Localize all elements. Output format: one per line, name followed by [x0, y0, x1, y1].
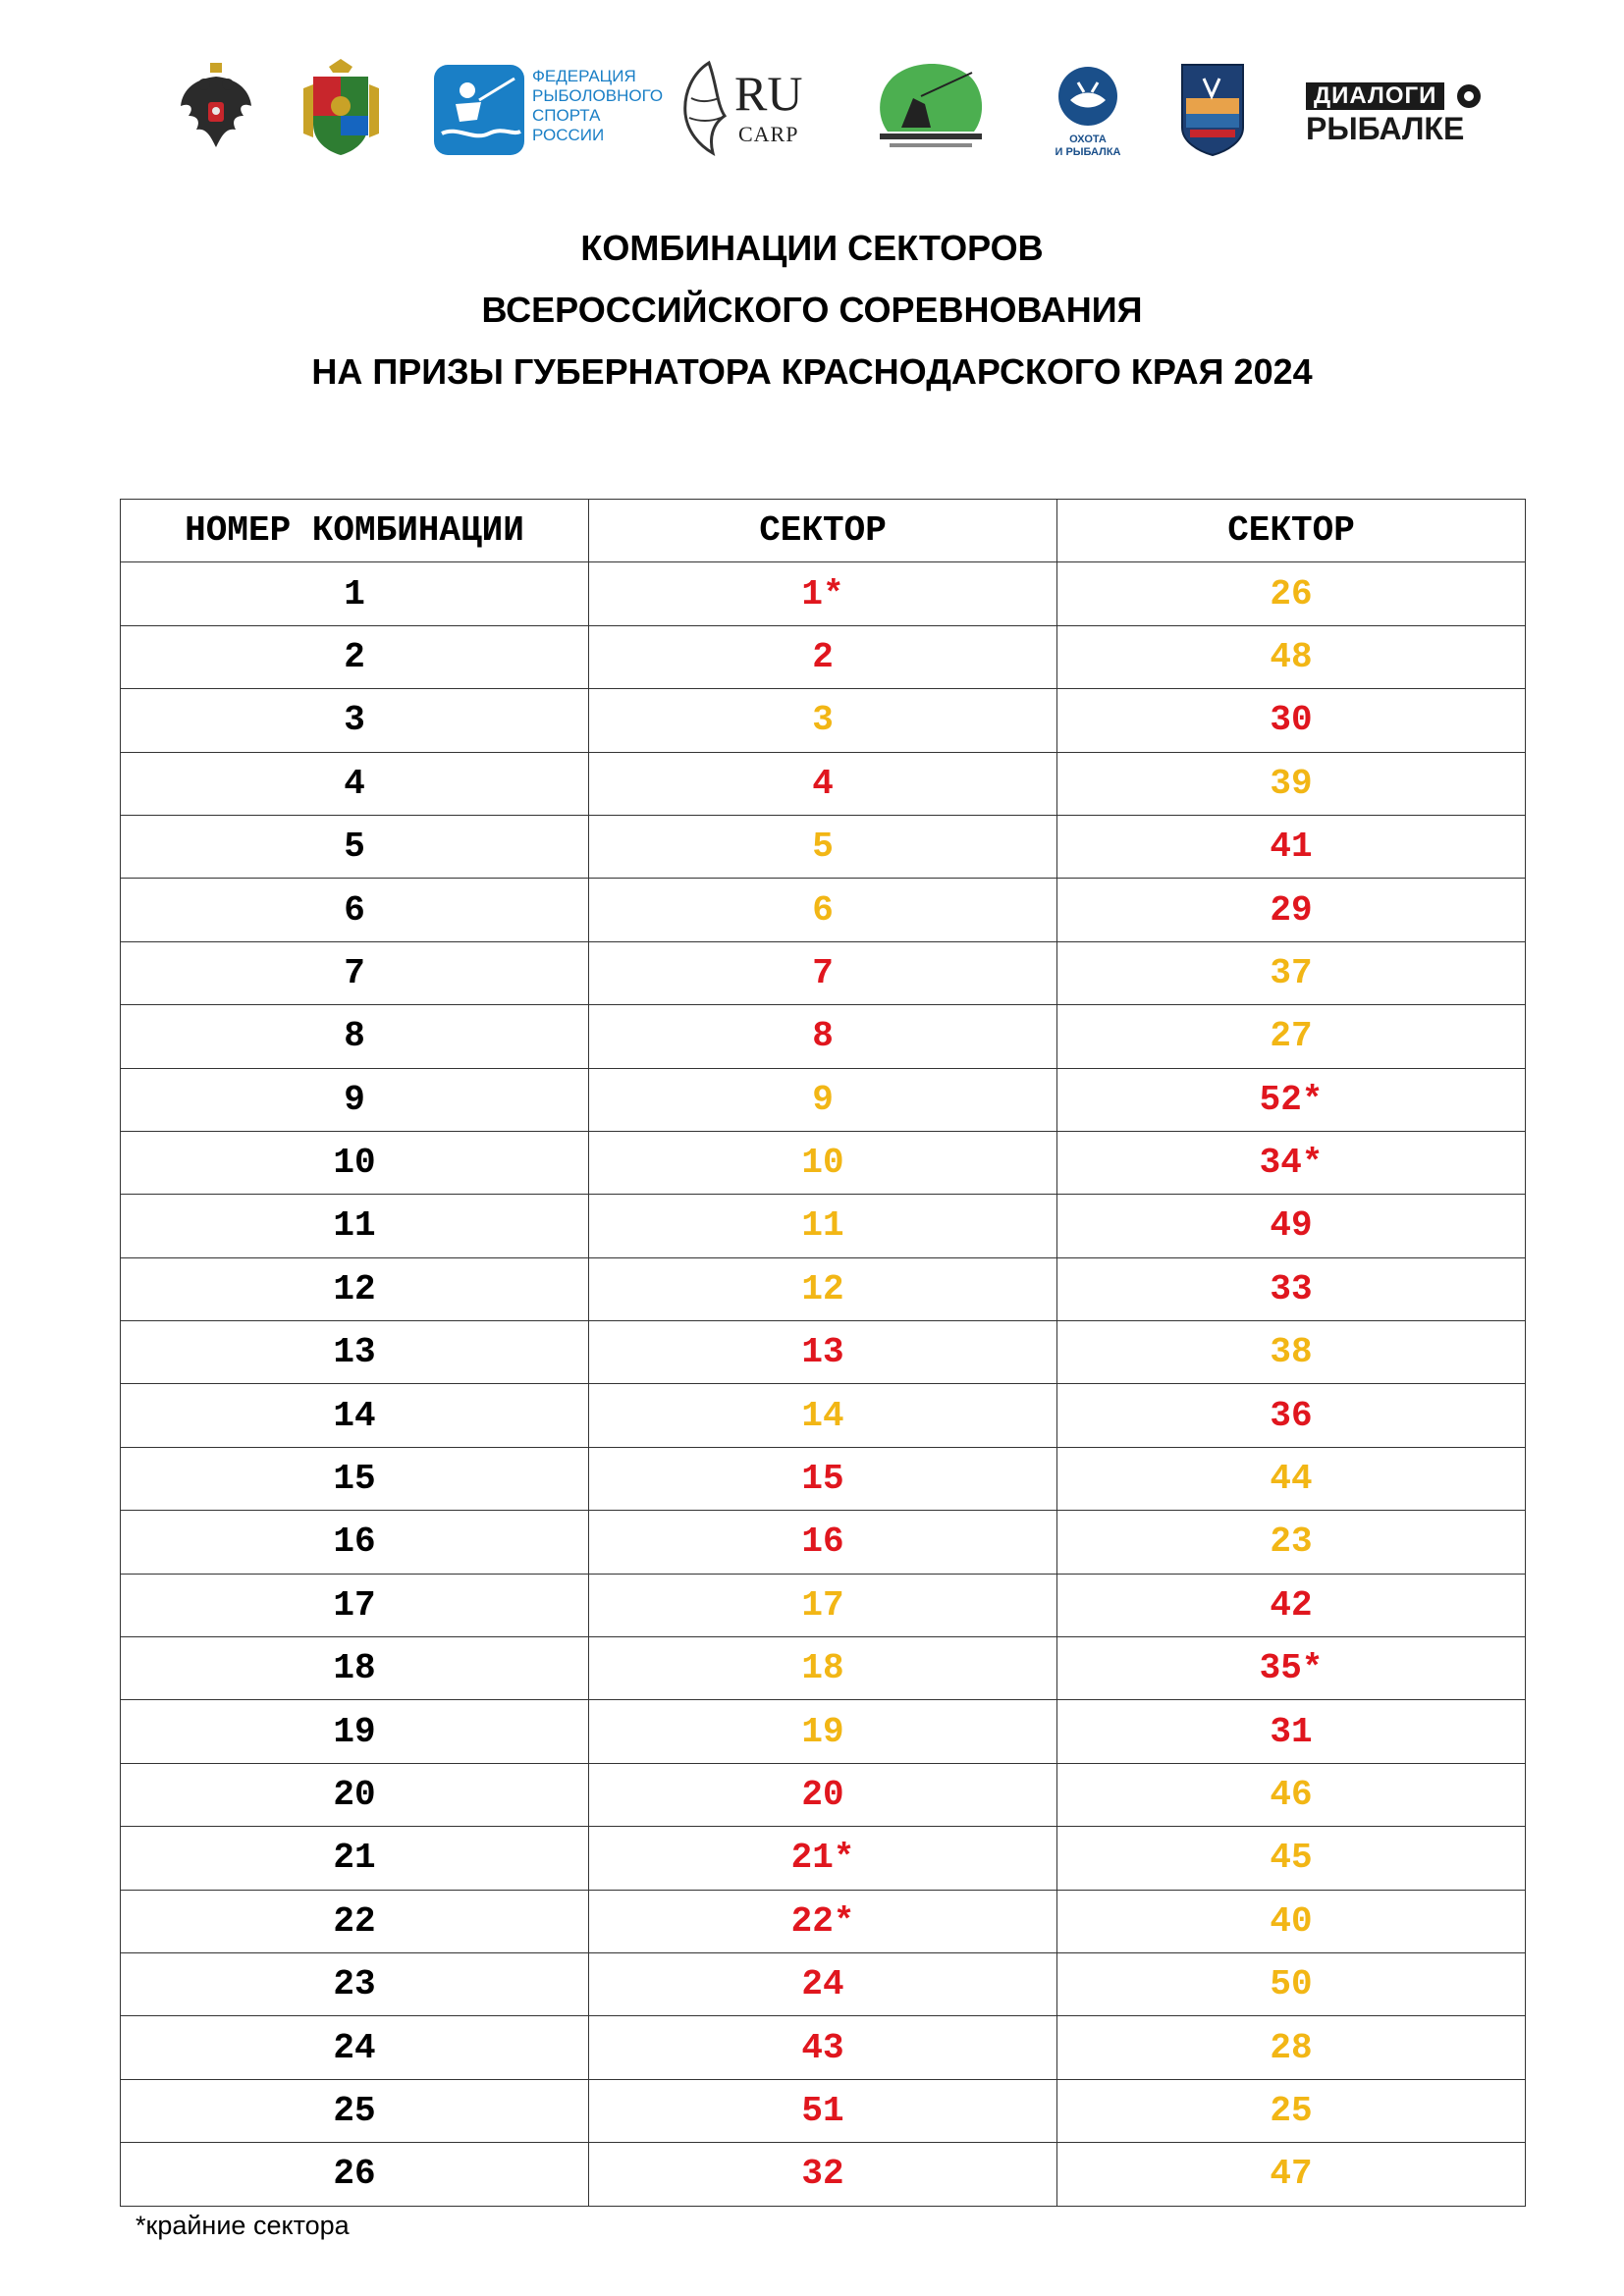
table-row: [121, 1952, 1526, 2015]
sector-b-cell: 26: [1057, 562, 1526, 625]
fishing-federation-logo: [434, 59, 664, 167]
sector-a-cell: 1*: [589, 562, 1057, 625]
sector-a-cell: 21*: [589, 1827, 1057, 1890]
sector-a-cell: 2: [589, 625, 1057, 688]
title-line-1: КОМБИНАЦИИ СЕКТОРОВ: [580, 228, 1044, 268]
combination-number-cell: 10: [121, 1131, 589, 1194]
sector-b-cell: 42: [1057, 1574, 1526, 1636]
sector-a-cell: 22*: [589, 1890, 1057, 1952]
combination-number-cell: 4: [121, 752, 589, 815]
table-header-row: [121, 500, 1526, 562]
sector-b-cell: 33: [1057, 1257, 1526, 1320]
table-row: [121, 562, 1526, 625]
combination-number-cell: 9: [121, 1068, 589, 1131]
sector-a-cell: 51: [589, 2079, 1057, 2142]
table-row: [121, 1131, 1526, 1194]
sponsor-logos: [167, 59, 1502, 167]
sector-b-cell: 49: [1057, 1195, 1526, 1257]
sector-b-cell: 47: [1057, 2143, 1526, 2206]
sector-a-cell: 32: [589, 2143, 1057, 2206]
sector-a-cell: 15: [589, 1447, 1057, 1510]
table-row: [121, 1637, 1526, 1700]
combination-number-cell: 21: [121, 1827, 589, 1890]
sector-b-cell: 52*: [1057, 1068, 1526, 1131]
footnote: *крайние сектора: [135, 2211, 350, 2240]
table-row: [121, 941, 1526, 1004]
sector-b-cell: 31: [1057, 1700, 1526, 1763]
regional-federation-logo: [862, 59, 1000, 167]
sector-b-cell: 27: [1057, 1005, 1526, 1068]
table-row: [121, 1195, 1526, 1257]
combination-number-cell: 15: [121, 1447, 589, 1510]
table-row: [121, 689, 1526, 752]
sector-a-cell: 7: [589, 941, 1057, 1004]
combination-number-cell: 25: [121, 2079, 589, 2142]
sector-b-cell: 23: [1057, 1511, 1526, 1574]
sector-b-cell: 38: [1057, 1321, 1526, 1384]
combination-number-cell: 6: [121, 879, 589, 941]
combination-number-cell: 3: [121, 689, 589, 752]
coat-of-arms-krasnodar-icon: [299, 59, 383, 167]
table-row: [121, 1068, 1526, 1131]
federation-text-line: СПОРТА: [532, 106, 601, 125]
combination-number-cell: 18: [121, 1637, 589, 1700]
table-row: [121, 815, 1526, 878]
fishing-bobber-icon: [1455, 82, 1483, 110]
sector-a-cell: 4: [589, 752, 1057, 815]
sector-b-cell: 45: [1057, 1827, 1526, 1890]
sector-b-cell: 40: [1057, 1890, 1526, 1952]
combination-number-cell: 24: [121, 2016, 589, 2079]
sector-b-cell: 46: [1057, 1763, 1526, 1826]
header-combination-number: НОМЕР КОМБИНАЦИИ: [121, 500, 589, 562]
hunting-fishing-logo: [1049, 59, 1127, 167]
sector-b-cell: 36: [1057, 1384, 1526, 1447]
table-row: [121, 879, 1526, 941]
sector-a-cell: 16: [589, 1511, 1057, 1574]
combination-number-cell: 26: [121, 2143, 589, 2206]
table-row: [121, 1763, 1526, 1826]
sector-b-cell: 34*: [1057, 1131, 1526, 1194]
sector-b-cell: 41: [1057, 815, 1526, 878]
table-row: [121, 1321, 1526, 1384]
sector-b-cell: 50: [1057, 1952, 1526, 2015]
combination-number-cell: 16: [121, 1511, 589, 1574]
combination-number-cell: 12: [121, 1257, 589, 1320]
sector-a-cell: 13: [589, 1321, 1057, 1384]
sector-b-cell: 29: [1057, 879, 1526, 941]
shield-badge-logo: [1178, 59, 1247, 167]
sector-a-cell: 18: [589, 1637, 1057, 1700]
sector-a-cell: 43: [589, 2016, 1057, 2079]
combination-number-cell: 11: [121, 1195, 589, 1257]
combination-number-cell: 22: [121, 1890, 589, 1952]
dialogi-top-text: ДИАЛОГИ: [1306, 82, 1444, 110]
table-row: [121, 1447, 1526, 1510]
sector-b-cell: 25: [1057, 2079, 1526, 2142]
rucarp-subtitle: CARP: [738, 122, 799, 146]
sector-b-cell: 35*: [1057, 1637, 1526, 1700]
combination-number-cell: 8: [121, 1005, 589, 1068]
table-row: [121, 1511, 1526, 1574]
sector-a-cell: 6: [589, 879, 1057, 941]
table-row: [121, 1005, 1526, 1068]
sector-a-cell: 11: [589, 1195, 1057, 1257]
combination-number-cell: 19: [121, 1700, 589, 1763]
sector-a-cell: 9: [589, 1068, 1057, 1131]
sector-a-cell: 17: [589, 1574, 1057, 1636]
sector-b-cell: 39: [1057, 752, 1526, 815]
sector-a-cell: 10: [589, 1131, 1057, 1194]
table-row: [121, 1574, 1526, 1636]
sector-b-cell: 28: [1057, 2016, 1526, 2079]
federation-text-line: ФЕДЕРАЦИЯ: [532, 67, 636, 85]
combination-number-cell: 14: [121, 1384, 589, 1447]
title-line-2: ВСЕРОССИЙСКОГО СОРЕВНОВАНИЯ: [481, 290, 1143, 330]
sector-b-cell: 37: [1057, 941, 1526, 1004]
combination-number-cell: 20: [121, 1763, 589, 1826]
table-row: [121, 2016, 1526, 2079]
combination-number-cell: 2: [121, 625, 589, 688]
sector-b-cell: 30: [1057, 689, 1526, 752]
dialogi-rybalke-logo: [1306, 59, 1502, 167]
combination-number-cell: 23: [121, 1952, 589, 2015]
sector-a-cell: 19: [589, 1700, 1057, 1763]
sector-b-cell: 44: [1057, 1447, 1526, 1510]
table-row: [121, 2143, 1526, 2206]
sector-a-cell: 12: [589, 1257, 1057, 1320]
table-row: [121, 1257, 1526, 1320]
sector-combinations-table: [120, 499, 1526, 2207]
table-row: [121, 1827, 1526, 1890]
sector-a-cell: 24: [589, 1952, 1057, 2015]
hunting-text-line: ОХОТА: [1069, 133, 1107, 145]
sector-a-cell: 14: [589, 1384, 1057, 1447]
federation-text-line: РОССИИ: [532, 126, 605, 144]
federation-text-line: РЫБОЛОВНОГО: [532, 86, 664, 105]
table-row: [121, 625, 1526, 688]
combination-number-cell: 13: [121, 1321, 589, 1384]
carp-fish-icon: [670, 59, 738, 157]
rucarp-logo: [670, 59, 817, 167]
table-row: [121, 1890, 1526, 1952]
header-sector: СЕКТОР: [1057, 500, 1526, 562]
rucarp-title: RU: [734, 66, 803, 121]
sector-a-cell: 8: [589, 1005, 1057, 1068]
combination-number-cell: 17: [121, 1574, 589, 1636]
table-row: [121, 752, 1526, 815]
sector-a-cell: 5: [589, 815, 1057, 878]
title-line-3: НА ПРИЗЫ ГУБЕРНАТОРА КРАСНОДАРСКОГО КРАЯ 2024: [311, 351, 1313, 392]
sector-b-cell: 48: [1057, 625, 1526, 688]
sector-a-cell: 20: [589, 1763, 1057, 1826]
combination-number-cell: 5: [121, 815, 589, 878]
coat-of-arms-russia-icon: [177, 59, 255, 167]
combination-number-cell: 1: [121, 562, 589, 625]
hunting-text-line: И РЫБАЛКА: [1055, 146, 1121, 158]
sector-a-cell: 3: [589, 689, 1057, 752]
combination-number-cell: 7: [121, 941, 589, 1004]
table-row: [121, 2079, 1526, 2142]
header-sector: СЕКТОР: [589, 500, 1057, 562]
table-row: [121, 1384, 1526, 1447]
table-row: [121, 1700, 1526, 1763]
dialogi-bottom-text: РЫБАЛКЕ: [1306, 111, 1465, 146]
